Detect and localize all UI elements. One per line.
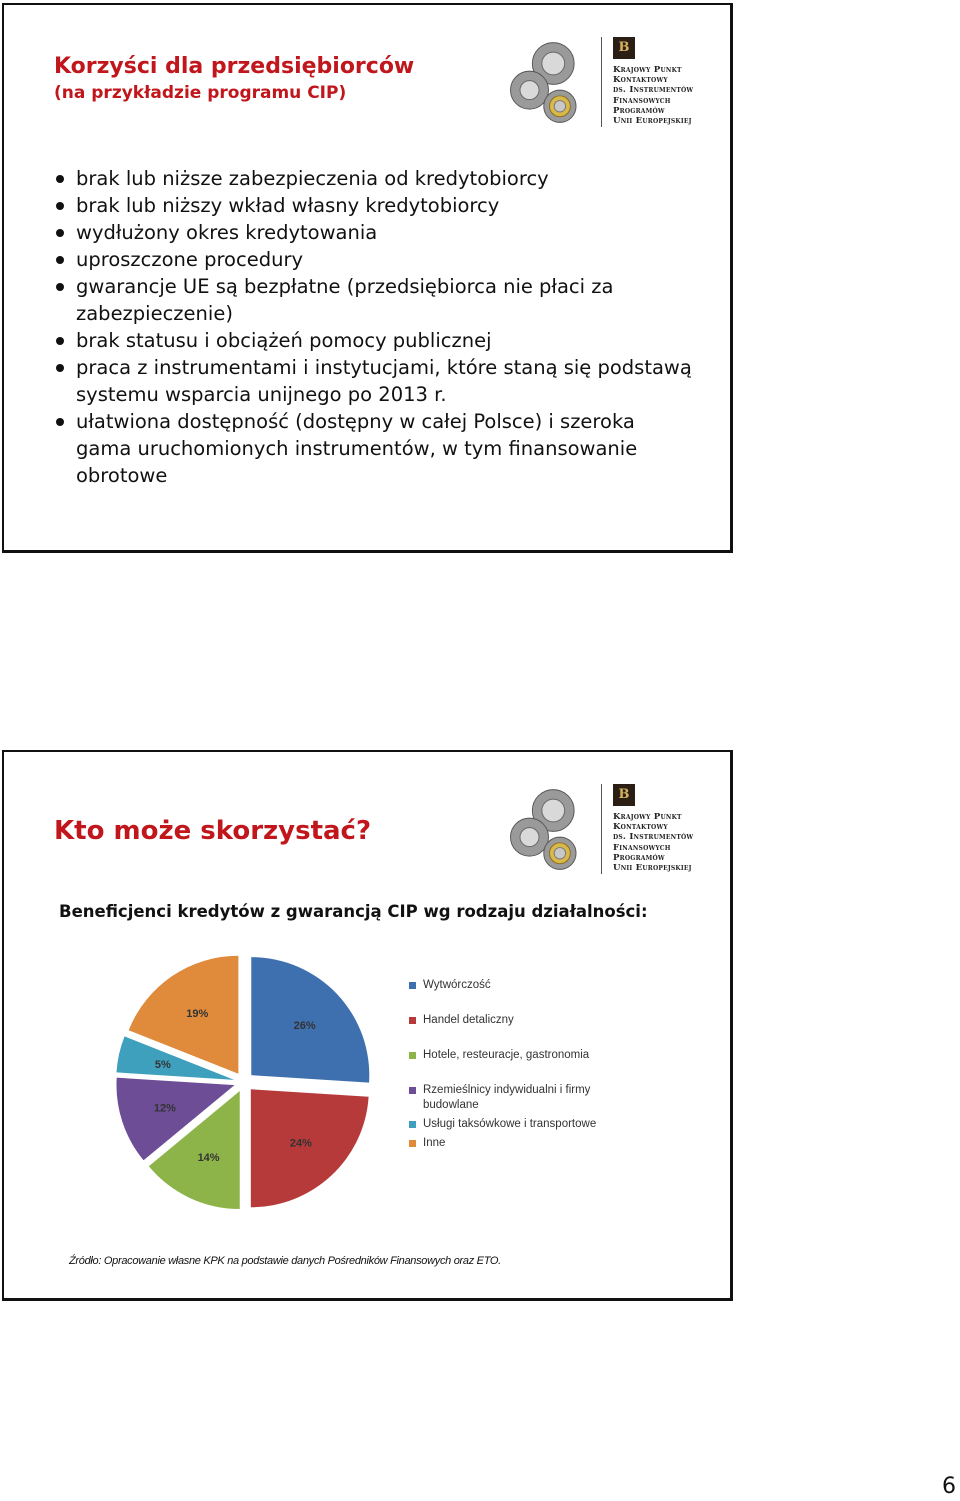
legend-item: [409, 1013, 649, 1028]
legend-swatch-icon: [409, 1052, 416, 1059]
legend-label: Inne: [423, 1137, 446, 1149]
bullet-text: gwarancje UE są bezpłatne (przedsiębiorca nie płaci za zabezpieczenie): [76, 275, 614, 325]
pie-data-label: 19%: [186, 1008, 209, 1021]
bullet-item: [52, 273, 692, 327]
source-note: Źródło: Opracowanie własne KPK na podstawie danych Pośredników Finansowych oraz ETO.: [69, 1255, 501, 1267]
legend-label: Usługi taksówkowe i transportowe: [423, 1118, 597, 1130]
logo-mark-icon: B: [613, 784, 635, 806]
slide-title: Kto może skorzystać?: [54, 816, 372, 846]
slide-title: Korzyści dla przedsiębiorców: [54, 54, 415, 79]
bullet-text: praca z instrumentami i instytucjami, które staną się podstawą systemu wsparcia unijnego po 2013 r.: [76, 356, 692, 406]
bullet-dot-icon: [56, 256, 64, 264]
bullet-dot-icon: [56, 337, 64, 345]
slide-subtitle: (na przykładzie programu CIP): [54, 83, 347, 103]
bullet-item: [52, 408, 692, 489]
bullet-dot-icon: [56, 175, 64, 183]
bullet-dot-icon: [56, 202, 64, 210]
bullet-dot-icon: [56, 283, 64, 291]
kpk-logo: [601, 37, 711, 126]
bullet-text: brak lub niższy wkład własny kredytobiorcy: [76, 194, 500, 217]
bullet-item: [52, 165, 692, 192]
legend-swatch-icon: [409, 982, 416, 989]
bullet-text: wydłużony okres kredytowania: [76, 221, 378, 244]
bullet-item: [52, 219, 692, 246]
bullet-dot-icon: [56, 364, 64, 372]
legend-label: Hotele, resteuracje, gastronomia: [423, 1049, 590, 1061]
logo-text: Krajowy Punkt Kontaktowy ds. Instrumentów Finansowych Programów Unii Europejskiej: [613, 65, 694, 127]
kpk-logo: [601, 784, 711, 873]
legend-label: Handel detaliczny: [423, 1014, 514, 1026]
bullet-text: ułatwiona dostępność (dostępny w całej Polsce) i szeroka gama uruchomionych instrumentów, w tym finansowanie obrotowe: [76, 410, 638, 487]
slide-benefits: [2, 3, 733, 553]
legend-item: [409, 1048, 649, 1063]
bullet-dot-icon: [56, 418, 64, 426]
bullet-item: [52, 192, 692, 219]
legend-swatch-icon: [409, 1140, 416, 1147]
benefits-list: [52, 165, 692, 489]
page-number: 6: [942, 1474, 956, 1499]
legend-item: [409, 978, 649, 993]
legend-item: [409, 1136, 649, 1151]
bullet-item: [52, 246, 692, 273]
gears-coin-icon: [501, 35, 596, 130]
pie-data-label: 24%: [289, 1137, 312, 1150]
legend-item: [409, 1117, 649, 1132]
slide-beneficiaries: [2, 750, 733, 1301]
legend-swatch-icon: [409, 1087, 416, 1094]
bullet-item: [52, 354, 692, 408]
chart-legend: [409, 978, 649, 1151]
pie-data-label: 14%: [197, 1152, 220, 1165]
bullet-dot-icon: [56, 229, 64, 237]
pie-data-label: 5%: [154, 1058, 171, 1071]
legend-swatch-icon: [409, 1017, 416, 1024]
bullet-text: uproszczone procedury: [76, 248, 304, 271]
pie-data-label: 26%: [293, 1020, 316, 1033]
legend-label: Rzemieślnicy indywidualni i firmy budowlane: [423, 1084, 591, 1111]
pie-data-label: 12%: [153, 1102, 176, 1115]
legend-item: [409, 1083, 649, 1113]
pie-chart: [94, 947, 394, 1217]
legend-label: Wytwórczość: [423, 979, 491, 991]
bullet-item: [52, 327, 692, 354]
bullet-text: brak lub niższe zabezpieczenia od kredytobiorcy: [76, 167, 549, 190]
chart-heading: Beneficjenci kredytów z gwarancją CIP wg rodzaju działalności:: [59, 902, 648, 921]
logo-text: Krajowy Punkt Kontaktowy ds. Instrumentów Finansowych Programów Unii Europejskiej: [613, 812, 694, 874]
logo-mark-icon: B: [613, 37, 635, 59]
bullet-text: brak statusu i obciążeń pomocy publicznej: [76, 329, 492, 352]
gears-coin-icon: [501, 782, 596, 877]
legend-swatch-icon: [409, 1121, 416, 1128]
